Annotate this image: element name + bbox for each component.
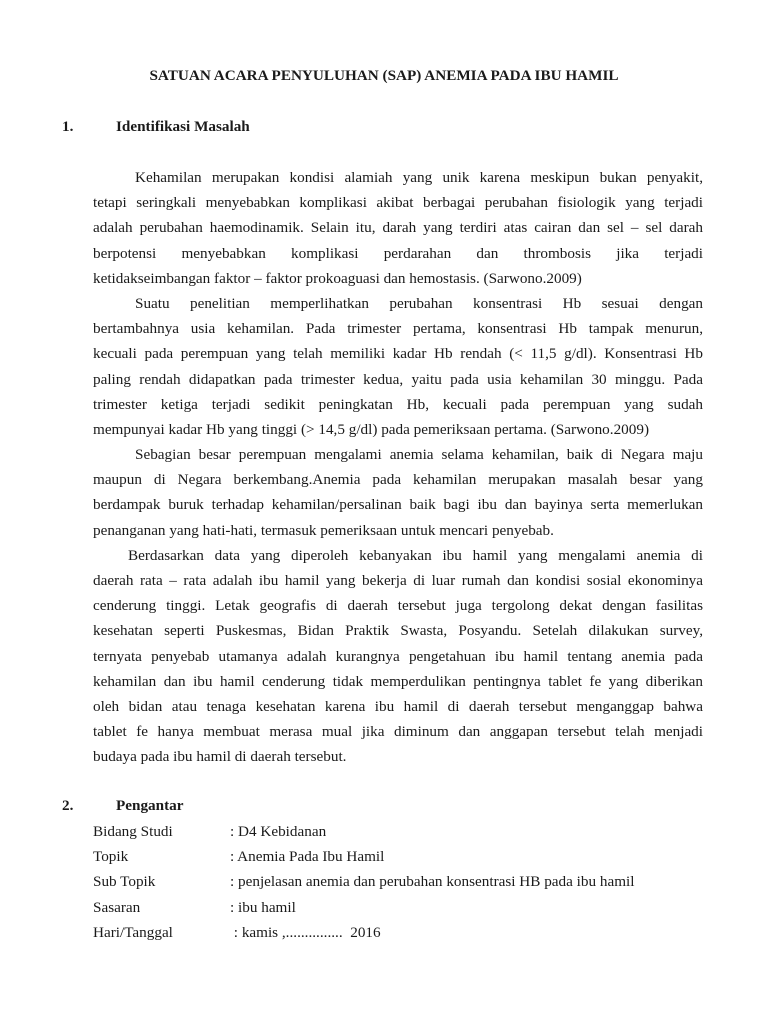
detail-row	[93, 869, 693, 894]
detail-value: : penjelasan anemia dan perubahan konsentrasi HB pada ibu hamil	[230, 873, 635, 891]
detail-label: Sasaran	[93, 898, 141, 916]
text-line: berpotensi menyebabkan komplikasi perdarahan dan thrombosis jika terjadi	[93, 244, 703, 262]
text-line: mempunyai kadar Hb yang tinggi (> 14,5 g/dl) pada pemeriksaan pertama. (Sarwono.2009)	[93, 420, 650, 438]
detail-value: : kamis ,............... 2016	[230, 923, 381, 941]
detail-value: : ibu hamil	[230, 898, 296, 916]
section-number: 1.	[62, 118, 74, 135]
detail-label: Topik	[93, 848, 129, 866]
section-title: Identifikasi Masalah	[116, 118, 250, 135]
text-line: daerah rata – rata adalah ibu hamil yang bekerja di luar rumah dan kondisi sosial ekonominya	[93, 572, 703, 589]
detail-label: Hari/Tanggal	[93, 923, 173, 941]
text-line: kehamilan dan ibu hamil cenderung tidak memperdulikan pentingnya tablet fe yang diberikan	[93, 672, 703, 690]
text-line: ternyata penyebab utamanya adalah kurangnya pengetahuan ibu hamil tentang anemia pada	[93, 647, 703, 665]
detail-value: : D4 Kebidanan	[230, 823, 327, 840]
text-line: maupun di Negara berkembang.Anemia pada kehamilan merupakan masalah besar yang	[93, 471, 703, 489]
text-line: trimester ketiga terjadi sedikit peningkatan Hb, kecuali pada perempuan yang sudah	[93, 395, 703, 413]
detail-row	[93, 844, 693, 869]
detail-label: Sub Topik	[93, 873, 156, 891]
text-line: penanganan yang hati-hati, termasuk pemeriksaan untuk mencari penyebab.	[93, 521, 554, 539]
detail-row	[93, 895, 693, 920]
section-heading-identifikasi	[0, 118, 768, 140]
text-line: berdampak buruk terhadap kehamilan/persalinan baik bagi ibu dan bayinya serta memerlukan	[93, 496, 703, 514]
text-line: budaya pada ibu hamil di daerah tersebut.	[93, 748, 347, 766]
detail-value: : Anemia Pada Ibu Hamil	[230, 848, 385, 866]
section-heading-pengantar	[0, 797, 768, 819]
text-line: bertambahnya usia kehamilan. Pada trimester pertama, konsentrasi Hb tampak menurun,	[93, 320, 703, 338]
text-line: ketidakseimbangan faktor – faktor prokoaguasi dan hemostasis. (Sarwono.2009)	[93, 269, 582, 287]
text-line: tetapi seringkali menyebabkan komplikasi akibat berbagai perubahan fisiologik yang terjadi	[93, 194, 703, 212]
text-line: Kehamilan merupakan kondisi alamiah yang unik karena meskipun bukan penyakit,	[135, 169, 703, 186]
text-line: Berdasarkan data yang diperoleh kebanyakan ibu hamil yang mengalami anemia di	[128, 546, 703, 564]
pengantar-details	[93, 819, 693, 945]
text-line: kecuali pada perempuan yang telah memiliki kadar Hb rendah (< 11,5 g/dl). Konsentrasi Hb	[93, 345, 703, 363]
detail-label: Bidang Studi	[93, 823, 173, 840]
detail-row	[93, 819, 693, 844]
text-line: kesehatan seperti Puskesmas, Bidan Praktik Swasta, Posyandu. Setelah dilakukan survey,	[93, 622, 703, 640]
text-line: adalah perubahan haemodinamik. Selain itu, darah yang terdiri atas cairan dan sel – sel darah	[93, 219, 703, 237]
text-line: Sebagian besar perempuan mengalami anemia selama kehamilan, baik di Negara maju	[135, 446, 703, 464]
detail-row	[93, 920, 693, 945]
text-line: paling rendah didapatkan pada trimester kedua, yaitu pada usia kehamilan 30 minggu. Pada	[93, 370, 703, 388]
text-line: tablet fe hanya membuat merasa mual jika diminum dan anggapan tersebut telah menjadi	[93, 723, 703, 741]
text-line: Suatu penelitian memperlihatkan perubahan konsentrasi Hb sesuai dengan	[135, 294, 703, 312]
text-line: oleh bidan atau tenaga kesehatan karena ibu hamil di daerah tersebut menganggap bahwa	[93, 697, 703, 715]
document-title: SATUAN ACARA PENYULUHAN (SAP) ANEMIA PADA IBU HAMIL	[149, 67, 619, 84]
section-number: 2.	[62, 797, 74, 814]
section-title: Pengantar	[116, 797, 184, 814]
text-line: cenderung tinggi. Letak geografis di daerah tersebut juga tergolong dekat dengan fasilitas	[93, 597, 703, 615]
paragraph-1	[93, 165, 703, 770]
